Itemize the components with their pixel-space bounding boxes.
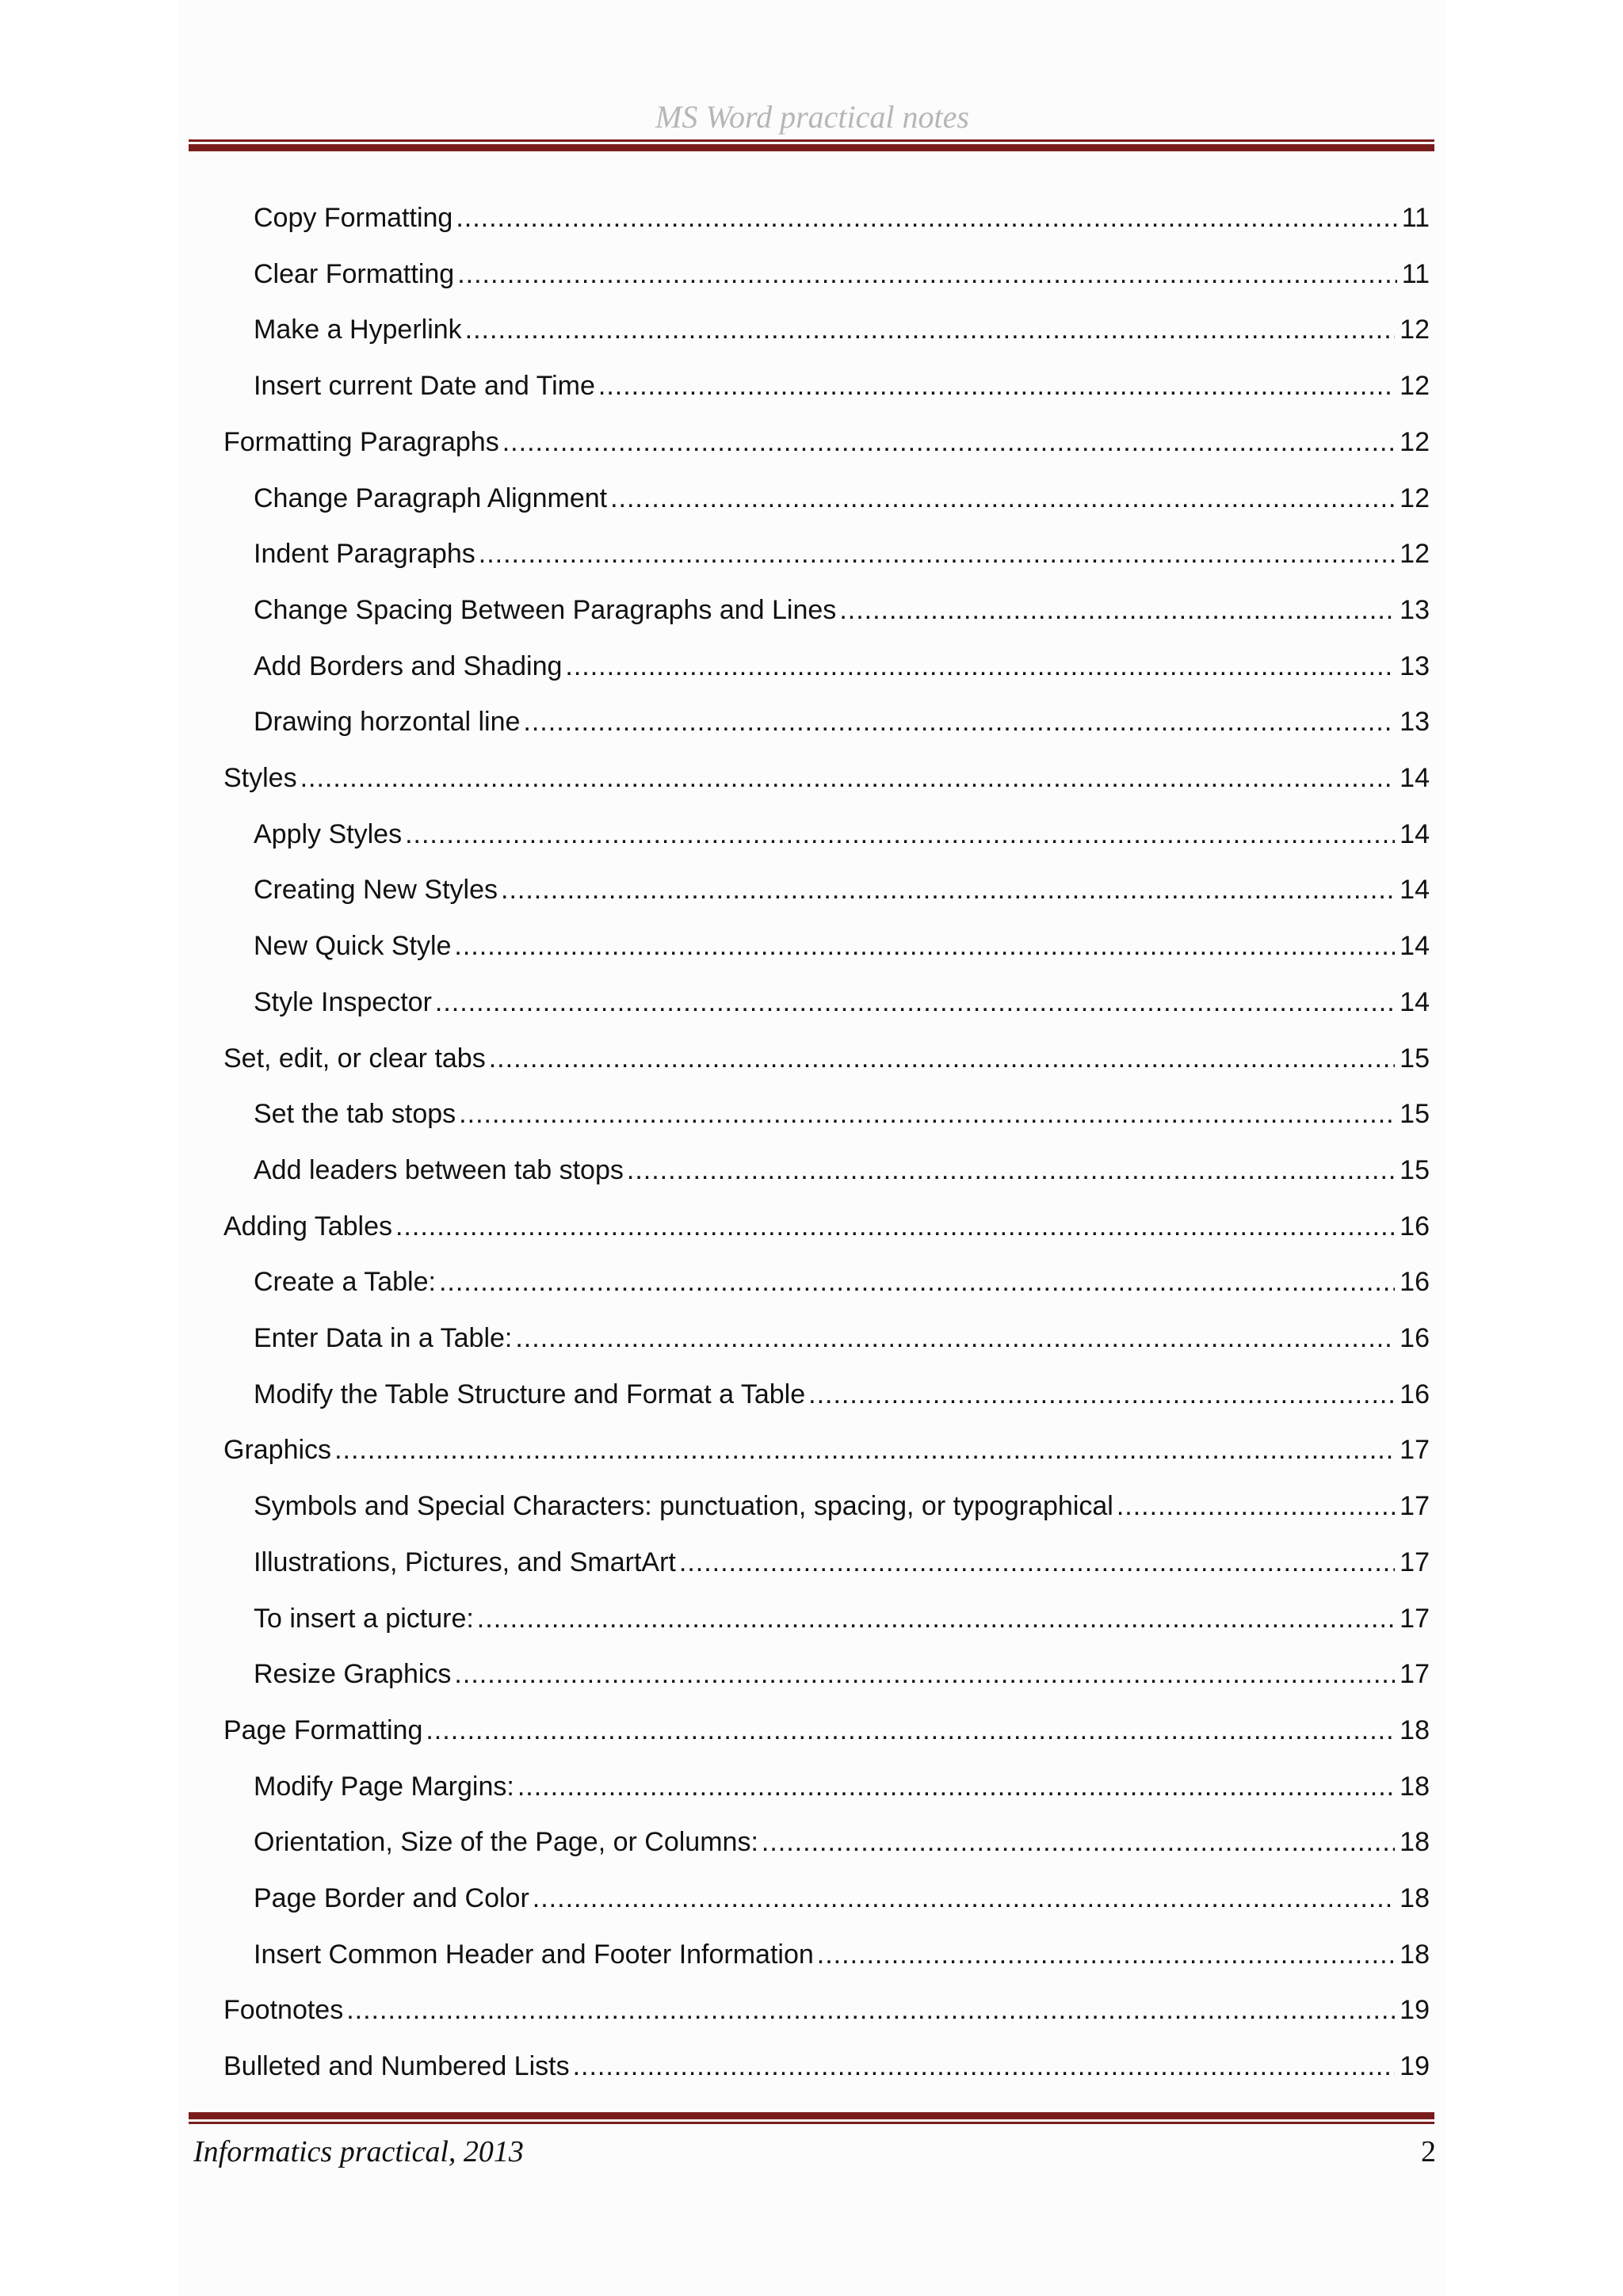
toc-entry[interactable] — [223, 1703, 1430, 1758]
toc-entry-title: Insert current Date and Time — [254, 371, 595, 402]
toc-entry-page: 13 — [1400, 707, 1430, 738]
toc-entry-title: Styles — [223, 763, 297, 793]
toc-entry[interactable] — [223, 1199, 1430, 1254]
toc-dot-leader — [808, 1367, 1395, 1422]
toc-entry[interactable] — [254, 526, 1430, 582]
toc-entry-page: 17 — [1400, 1435, 1430, 1466]
toc-entry-page: 12 — [1400, 482, 1430, 513]
toc-entry-title: Orientation, Size of the Page, or Columns: — [254, 1827, 758, 1858]
toc-entry[interactable] — [254, 918, 1430, 974]
toc-entry-title: Indent Paragraphs — [254, 539, 475, 570]
toc-dot-leader — [515, 1310, 1395, 1366]
toc-entry-page: 16 — [1400, 1323, 1430, 1353]
toc-entry[interactable] — [254, 1591, 1430, 1646]
toc-entry-page: 15 — [1400, 1099, 1430, 1130]
toc-entry-page: 16 — [1400, 1211, 1430, 1241]
toc-entry-title: Formatting Paragraphs — [223, 426, 499, 457]
toc-entry-page: 12 — [1400, 371, 1430, 402]
toc-entry-title: Create a Table: — [254, 1267, 436, 1298]
toc-dot-leader — [456, 190, 1396, 246]
toc-entry[interactable] — [254, 862, 1430, 917]
toc-entry-title: Make a Hyperlink — [254, 315, 462, 345]
toc-entry[interactable] — [254, 639, 1430, 694]
toc-dot-leader — [395, 1199, 1395, 1254]
footer-rule — [189, 2112, 1434, 2124]
toc-entry-title: Style Inspector — [254, 986, 432, 1017]
toc-entry[interactable] — [254, 1814, 1430, 1870]
toc-entry-title: Clear Formatting — [254, 258, 455, 289]
toc-entry[interactable] — [254, 1310, 1430, 1366]
toc-entry-title: Change Paragraph Alignment — [254, 482, 608, 513]
toc-entry-page: 12 — [1400, 426, 1430, 457]
toc-entry-title: Bulleted and Numbered Lists — [223, 2051, 570, 2082]
toc-dot-leader — [501, 862, 1395, 917]
toc-entry[interactable] — [254, 246, 1430, 302]
toc-entry-page: 14 — [1400, 931, 1430, 962]
toc-dot-leader — [610, 471, 1395, 526]
toc-entry-title: New Quick Style — [254, 931, 452, 962]
toc-entry-title: Insert Common Header and Footer Information — [254, 1939, 814, 1970]
toc-dot-leader — [454, 918, 1395, 974]
toc-entry-title: Page Formatting — [223, 1714, 423, 1745]
toc-entry-page: 13 — [1400, 594, 1430, 625]
toc-dot-leader — [762, 1814, 1395, 1870]
toc-entry[interactable] — [254, 1646, 1430, 1702]
toc-entry-title: Modify the Table Structure and Format a Table — [254, 1379, 806, 1409]
header-rule — [189, 139, 1434, 151]
toc-entry[interactable] — [254, 582, 1430, 638]
toc-entry[interactable] — [254, 974, 1430, 1030]
toc-entry[interactable] — [254, 1871, 1430, 1926]
toc-entry[interactable] — [223, 1422, 1430, 1478]
toc-dot-leader — [523, 694, 1395, 749]
toc-entry-page: 18 — [1400, 1771, 1430, 1802]
toc-entry-page: 14 — [1400, 763, 1430, 793]
toc-dot-leader — [598, 358, 1395, 414]
toc-dot-leader — [334, 1422, 1395, 1478]
toc-dot-leader — [405, 807, 1395, 862]
toc-entry-page: 18 — [1400, 1827, 1430, 1858]
running-footer-title: Informatics practical, 2013 — [193, 2135, 524, 2168]
toc-dot-leader — [517, 1759, 1395, 1814]
toc-entry[interactable] — [254, 1759, 1430, 1814]
toc-entry-title: Creating New Styles — [254, 875, 498, 906]
toc-entry-title: Adding Tables — [223, 1211, 392, 1241]
toc-entry-page: 16 — [1400, 1379, 1430, 1409]
toc-entry-page: 14 — [1400, 875, 1430, 906]
toc-entry[interactable] — [223, 750, 1430, 806]
toc-entry-title: Page Border and Color — [254, 1883, 529, 1913]
toc-entry-title: To insert a picture: — [254, 1603, 474, 1634]
toc-dot-leader — [1117, 1478, 1395, 1534]
toc-dot-leader — [346, 1982, 1395, 2038]
toc-dot-leader — [679, 1535, 1395, 1590]
toc-entry-page: 17 — [1400, 1491, 1430, 1522]
toc-entry[interactable] — [254, 694, 1430, 749]
toc-entry-page: 13 — [1400, 650, 1430, 681]
toc-dot-leader — [839, 582, 1395, 638]
toc-dot-leader — [479, 526, 1395, 582]
toc-entry-page: 17 — [1400, 1659, 1430, 1690]
toc-dot-leader — [300, 750, 1396, 806]
toc-entry[interactable] — [254, 190, 1430, 246]
toc-entry[interactable] — [254, 1478, 1430, 1534]
toc-dot-leader — [489, 1031, 1395, 1086]
page-number: 2 — [1421, 2135, 1436, 2168]
toc-dot-leader — [435, 974, 1395, 1030]
toc-entry[interactable] — [223, 1031, 1430, 1086]
toc-entry[interactable] — [254, 358, 1430, 414]
toc-entry[interactable] — [254, 1254, 1430, 1310]
toc-entry-page: 12 — [1400, 315, 1430, 345]
toc-entry-page: 15 — [1400, 1043, 1430, 1074]
toc-entry[interactable] — [254, 471, 1430, 526]
toc-entry-page: 17 — [1400, 1603, 1430, 1634]
toc-entry-page: 18 — [1400, 1714, 1430, 1745]
toc-dot-leader — [477, 1591, 1395, 1646]
toc-entry-page: 11 — [1401, 258, 1430, 289]
toc-entry-title: Add Borders and Shading — [254, 650, 563, 681]
toc-entry[interactable] — [254, 1086, 1430, 1142]
toc-dot-leader — [817, 1927, 1395, 1982]
toc-dot-leader — [426, 1703, 1395, 1758]
toc-dot-leader — [627, 1142, 1395, 1198]
toc-entry-title: Copy Formatting — [254, 203, 453, 233]
toc-dot-leader — [502, 414, 1395, 470]
toc-dot-leader — [565, 639, 1395, 694]
toc-entry[interactable] — [254, 1367, 1430, 1422]
toc-dot-leader — [457, 246, 1397, 302]
toc-entry-title: Set the tab stops — [254, 1099, 456, 1130]
toc-entry-page: 14 — [1400, 818, 1430, 849]
toc-entry-page: 19 — [1400, 1995, 1430, 2026]
toc-dot-leader — [465, 302, 1396, 357]
toc-dot-leader — [573, 2039, 1396, 2094]
toc-entry-page: 17 — [1400, 1547, 1430, 1577]
toc-entry[interactable] — [254, 807, 1430, 862]
toc-entry-title: Add leaders between tab stops — [254, 1154, 624, 1185]
toc-entry-page: 12 — [1400, 539, 1430, 570]
toc-entry[interactable] — [223, 2039, 1430, 2094]
toc-entry-page: 11 — [1401, 203, 1430, 233]
toc-dot-leader — [459, 1086, 1395, 1142]
toc-dot-leader — [533, 1871, 1395, 1926]
toc-entry-title: Apply Styles — [254, 818, 403, 849]
toc-entry[interactable] — [223, 414, 1430, 470]
running-header: MS Word practical notes — [655, 99, 969, 135]
toc-entry[interactable] — [254, 302, 1430, 357]
toc-dot-leader — [454, 1646, 1395, 1702]
toc-entry-page: 14 — [1400, 986, 1430, 1017]
toc-entry-title: Footnotes — [223, 1995, 344, 2026]
toc-entry-title: Enter Data in a Table: — [254, 1323, 513, 1353]
toc-entry-page: 18 — [1400, 1883, 1430, 1913]
toc-dot-leader — [439, 1254, 1395, 1310]
toc-entry[interactable] — [223, 1982, 1430, 2038]
toc-entry[interactable] — [254, 1535, 1430, 1590]
toc-entry-title: Illustrations, Pictures, and SmartArt — [254, 1547, 676, 1577]
toc-entry-title: Resize Graphics — [254, 1659, 452, 1690]
toc-entry-title: Graphics — [223, 1435, 332, 1466]
toc-entry-title: Symbols and Special Characters: punctuation, spacing, or typographical — [254, 1491, 1113, 1522]
toc-entry-title: Set, edit, or clear tabs — [223, 1043, 486, 1074]
toc-entry[interactable] — [254, 1142, 1430, 1198]
toc-entry-page: 19 — [1400, 2051, 1430, 2082]
toc-entry-page: 18 — [1400, 1939, 1430, 1970]
toc-entry-page: 16 — [1400, 1267, 1430, 1298]
toc-entry-title: Modify Page Margins: — [254, 1771, 514, 1802]
toc-entry-page: 15 — [1400, 1154, 1430, 1185]
toc-entry-title: Drawing horzontal line — [254, 707, 521, 738]
toc-entry-title: Change Spacing Between Paragraphs and Lines — [254, 594, 837, 625]
toc-entry[interactable] — [254, 1927, 1430, 1982]
